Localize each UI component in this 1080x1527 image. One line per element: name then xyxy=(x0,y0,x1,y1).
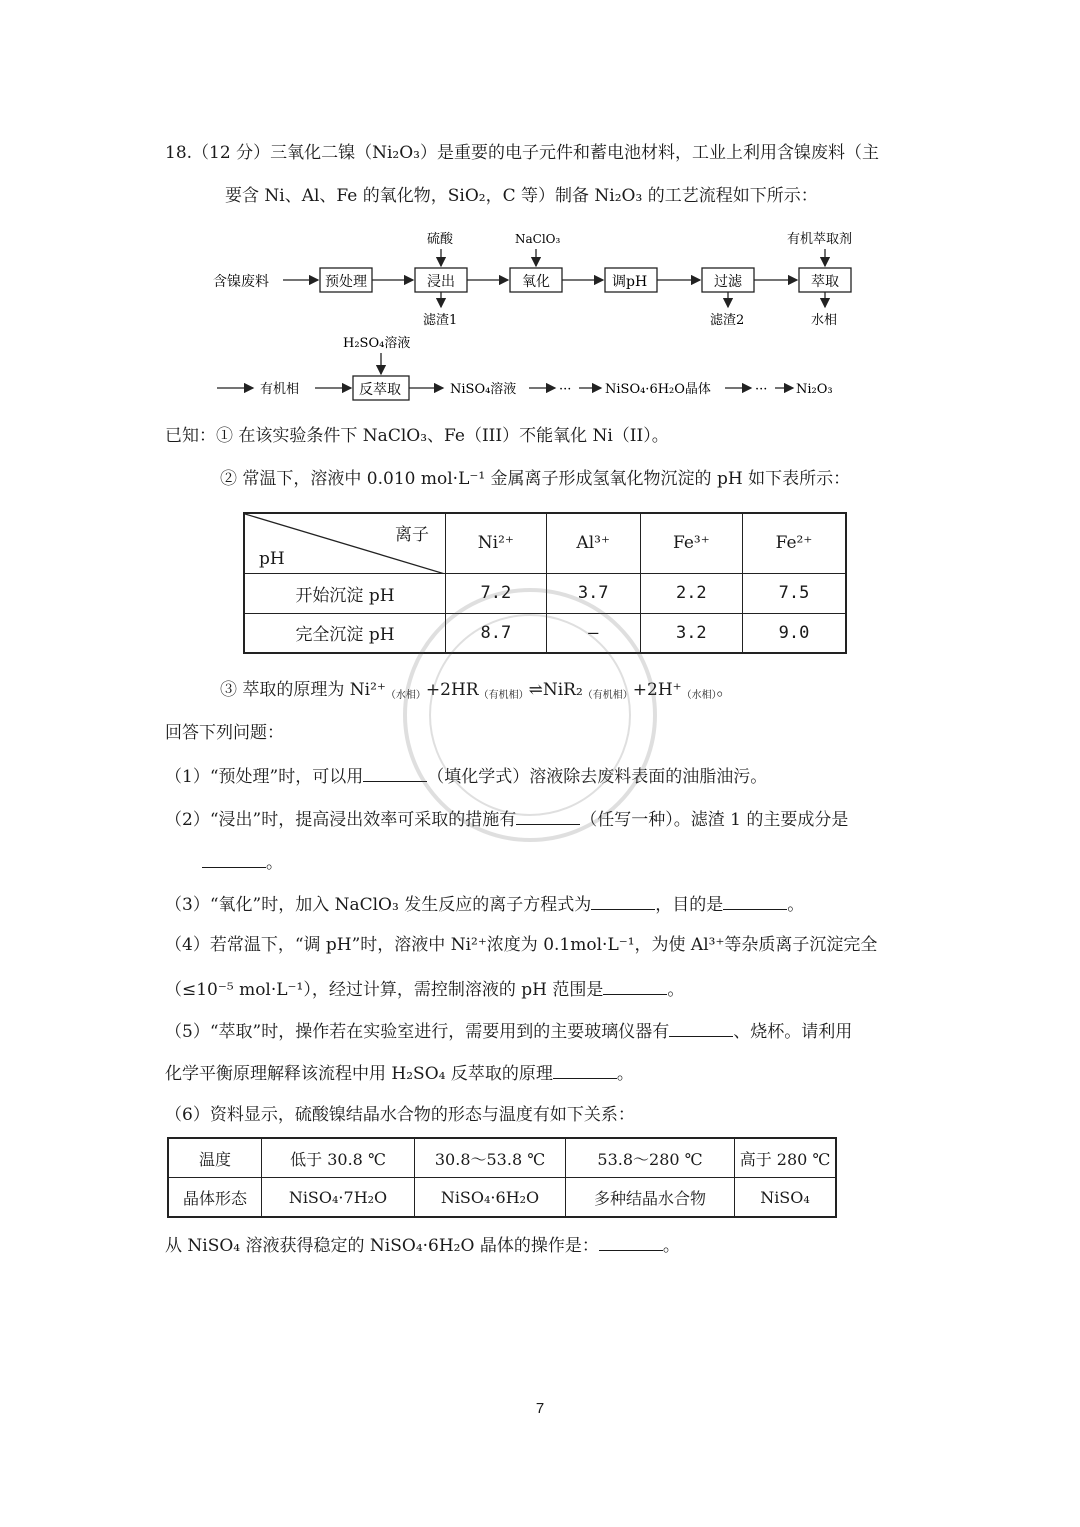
equation-state: （有机相） xyxy=(582,690,633,701)
flow-step-filter: 过滤 xyxy=(714,274,742,290)
table-row xyxy=(168,1178,836,1218)
ph-table-cell: 7.5 xyxy=(742,573,846,613)
q5-text-d: 。 xyxy=(616,1064,634,1084)
equation-part: +2H⁺ xyxy=(632,680,682,700)
q5-text-c: 化学平衡原理解释该流程中用 H₂SO₄ 反萃取的原理 xyxy=(165,1064,553,1084)
question-4: （4）若常温下，“调 pH”时，溶液中 Ni²⁺浓度为 0.1mol·L⁻¹，为使 Al³⁺等杂质离子沉淀完全 xyxy=(165,935,878,955)
flow-step-pretreat: 预处理 xyxy=(325,274,367,290)
equation-state: （水相） xyxy=(385,690,426,701)
answer-blank[interactable] xyxy=(603,976,667,995)
answer-blank[interactable] xyxy=(202,849,266,868)
temp-table-cell: NiSO₄·6H₂O xyxy=(415,1178,566,1218)
flow-residue-1: 滤渣1 xyxy=(423,313,458,328)
temp-table-cell: 30.8～53.8 ℃ xyxy=(415,1138,566,1178)
ph-table-header-ni: Ni²⁺ xyxy=(446,513,547,573)
flow-step-oxidize: 氧化 xyxy=(522,274,550,290)
temp-table-cell: NiSO₄ xyxy=(735,1178,837,1218)
q3-text-a: （3）“氧化”时，加入 NaClO₃ 发生反应的离子方程式为 xyxy=(165,895,592,915)
flow-step-back-extract: 反萃取 xyxy=(359,382,401,398)
ph-table-row-label: 完全沉淀 pH xyxy=(244,613,446,653)
question-2-cont xyxy=(202,849,283,875)
ph-table-cell: 3.7 xyxy=(546,573,640,613)
q2-text-a: （2）“浸出”时，提高浸出效率可采取的措施有 xyxy=(165,810,517,830)
answer-blank[interactable] xyxy=(591,891,655,910)
final-text-b: 。 xyxy=(662,1236,680,1256)
flow-crystal: NiSO₄·6H₂O晶体 xyxy=(605,382,711,397)
q5-text-b: 、烧杯。请利用 xyxy=(733,1022,853,1042)
flow-residue-2: 滤渣2 xyxy=(710,313,745,328)
question-6: （6）资料显示，硫酸镍结晶水合物的形态与温度有如下关系： xyxy=(165,1105,635,1125)
flow-product: Ni₂O₃ xyxy=(796,382,833,397)
q1-text-a: （1）“预处理”时，可以用 xyxy=(165,767,364,787)
temp-table-cell: 温度 xyxy=(168,1138,262,1178)
question-5-cont xyxy=(165,1060,634,1086)
equilibrium-arrow: ⇌ xyxy=(528,680,543,700)
q4-text-b: （≤10⁻⁵ mol·L⁻¹），经过计算，需控制溶液的 pH 范围是 xyxy=(165,980,604,1000)
q3-text-c: 。 xyxy=(787,895,805,915)
flow-raw-material: 含镍废料 xyxy=(213,274,269,290)
flow-reagent-acid: 硫酸 xyxy=(427,232,454,247)
q5-text-a: （5）“萃取”时，操作若在实验室进行，需要用到的主要玻璃仪器有 xyxy=(165,1022,670,1042)
temp-table-cell: 53.8～280 ℃ xyxy=(566,1138,735,1178)
question-line-1: 18.（12 分）三氧化二镍（Ni₂O₃）是重要的电子元件和蓄电池材料，工业上利用含镍废料（主 xyxy=(165,143,879,163)
equation-part: ③ 萃取的原理为 Ni²⁺ xyxy=(220,680,386,700)
flow-organic-phase: 有机相 xyxy=(260,382,300,397)
temp-table-cell: 晶体形态 xyxy=(168,1178,262,1218)
q3-text-b: ，目的是 xyxy=(655,895,724,915)
flow-step-adjust-ph: 调pH xyxy=(612,274,648,290)
answer-intro: 回答下列问题： xyxy=(165,723,284,743)
ph-table-header-fe2: Fe²⁺ xyxy=(742,513,846,573)
ph-table-cell: 2.2 xyxy=(640,573,742,613)
flow-reagent-h2so4: H₂SO₄溶液 xyxy=(343,336,411,351)
answer-blank[interactable] xyxy=(723,891,787,910)
ph-table-cell: 8.7 xyxy=(446,613,547,653)
final-question xyxy=(165,1232,680,1258)
flow-step-leach: 浸出 xyxy=(427,274,455,290)
question-3 xyxy=(165,891,804,917)
ph-table-header-al: Al³⁺ xyxy=(546,513,640,573)
flow-step-extract: 萃取 xyxy=(811,274,839,290)
flow-dots-2: ··· xyxy=(755,382,768,397)
flow-water-phase: 水相 xyxy=(811,313,838,328)
answer-blank[interactable] xyxy=(669,1018,733,1037)
equation-state: （有机相） xyxy=(478,690,529,701)
ph-table-cell: 7.2 xyxy=(446,573,547,613)
q2-text-c: 。 xyxy=(266,853,283,873)
equation-part: NiR₂ xyxy=(542,680,583,700)
ph-table-header-fe3: Fe³⁺ xyxy=(640,513,742,573)
ph-table-row-label: 开始沉淀 pH xyxy=(244,573,446,613)
flow-reagent-extractant: 有机萃取剂 xyxy=(787,232,853,247)
flow-dots-1: ··· xyxy=(559,382,572,397)
table-row xyxy=(168,1138,836,1178)
equation-part: +2HR xyxy=(425,680,479,700)
temp-table-cell: NiSO₄·7H₂O xyxy=(262,1178,415,1218)
temp-table-cell: 低于 30.8 ℃ xyxy=(262,1138,415,1178)
watermark-stamp xyxy=(400,585,660,845)
flow-reagent-naclo3: NaClO₃ xyxy=(515,232,561,246)
page-number: 7 xyxy=(535,1400,545,1417)
ph-table-cell: — xyxy=(546,613,640,653)
q4-text-c: 。 xyxy=(667,980,685,1000)
known-intro: 已知：① 在该实验条件下 NaClO₃、Fe（III）不能氧化 Ni（II）。 xyxy=(165,426,669,446)
temp-table-cell: 高于 280 ℃ xyxy=(735,1138,837,1178)
ph-table-cell: 3.2 xyxy=(640,613,742,653)
ph-table-corner-ion-label: 离子 xyxy=(395,525,429,545)
question-4-cont xyxy=(165,976,684,1002)
ph-table-cell: 9.0 xyxy=(742,613,846,653)
process-flowchart xyxy=(205,225,885,410)
question-line-2: 要含 Ni、Al、Fe 的氧化物，SiO₂，C 等）制备 Ni₂O₃ 的工艺流程如下所示： xyxy=(225,186,818,206)
temperature-table xyxy=(167,1137,837,1218)
answer-blank[interactable] xyxy=(553,1060,617,1079)
equation-state: （水相） xyxy=(681,690,717,701)
q1-text-b: （填化学式）溶液除去废料表面的油脂油污。 xyxy=(427,767,768,787)
q2-text-b: （任写一种）。滤渣 1 的主要成分是 xyxy=(580,810,849,830)
ph-table-corner xyxy=(244,513,446,573)
question-5 xyxy=(165,1018,852,1044)
flow-niso4-solution: NiSO₄溶液 xyxy=(450,382,517,397)
known-item-2: ② 常温下，溶液中 0.010 mol·L⁻¹ 金属离子形成氢氧化物沉淀的 pH 如下表所示： xyxy=(220,469,851,489)
temp-table-cell: 多种结晶水合物 xyxy=(566,1178,735,1218)
ph-table-corner-ph-label: pH xyxy=(259,548,285,569)
answer-blank[interactable] xyxy=(599,1232,663,1251)
final-text-a: 从 NiSO₄ 溶液获得稳定的 NiSO₄·6H₂O 晶体的操作是： xyxy=(165,1236,599,1256)
equation-end: 。 xyxy=(716,680,734,700)
